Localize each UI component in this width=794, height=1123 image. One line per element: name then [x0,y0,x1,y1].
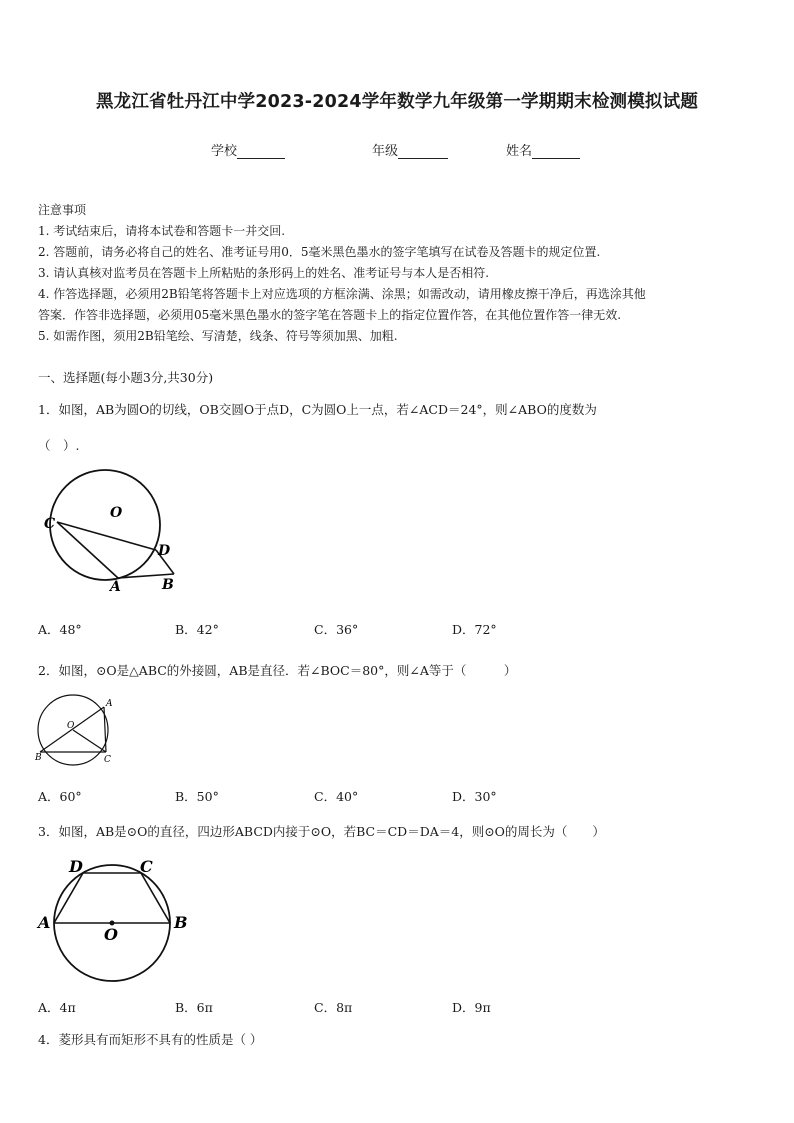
question-2-text: 2．如图，⊙O是△ABC的外接圆，AB是直径．若∠BOC＝80°，则∠A等于（ ） [38,663,517,678]
fig3-label: B [174,913,188,932]
q3-option-a[interactable]: A．4π [38,1000,76,1015]
q2-option-b[interactable]: B．50° [175,789,219,804]
q2-option-d[interactable]: D．30° [452,789,497,804]
page-title: 黑龙江省牡丹江中学2023-2024学年数学九年级第一学期期末检测模拟试题 [95,92,699,112]
fig3-label: C [140,857,153,876]
school-blank[interactable] [237,144,285,159]
fig1-label: D [158,543,171,559]
name-label: 姓名 [506,144,533,159]
note-item: 1. 考试结束后，请将本试卷和答题卡一并交回. [38,224,286,238]
notes-heading: 注意事项 [38,203,87,217]
question-1-text: 1．如图，AB为圆O的切线，OB交圆O于点D，C为圆O上一点，若∠ACD＝24°，则∠ABO的度数为 [38,402,597,417]
q2-option-c[interactable]: C．40° [314,789,359,804]
note-item: 答案．作答非选择题，必须用05毫米黑色墨水的签字笔在答题卡上的指定位置作答，在其他位置作答一律无效. [38,308,622,322]
school-field [211,140,285,159]
q3-option-d[interactable]: D．9π [452,1000,491,1015]
grade-field [372,140,448,159]
school-label: 学校 [211,144,238,159]
fig3-label: A [38,913,51,932]
fig3-label: D [69,857,83,876]
fig2-label: B [35,753,42,763]
question-2-figure [34,692,124,772]
fig1-label: O [110,505,123,521]
question-1-text-cont: （ ）. [38,438,80,453]
name-blank[interactable] [532,144,580,159]
question-4-text: 4．菱形具有而矩形不具有的性质是（ ） [38,1032,263,1047]
fig2-label: C [104,755,111,765]
q1-option-d[interactable]: D．72° [452,622,497,637]
fig3-label: O [104,925,118,944]
fig1-label: C [44,516,56,532]
fig1-label: A [110,579,121,595]
fig2-label: A [106,699,113,709]
name-field [506,140,580,159]
grade-label: 年级 [372,144,399,159]
fig2-label: O [67,721,75,731]
grade-blank[interactable] [398,144,448,159]
q3-option-c[interactable]: C．8π [314,1000,353,1015]
q3-option-b[interactable]: B．6π [175,1000,213,1015]
note-item: 4. 作答选择题，必须用2B铅笔将答题卡上对应选项的方框涂满、涂黑；如需改动，请用橡皮擦干净后，再选涂其他 [38,287,646,301]
note-item: 2. 答题前，请务必将自己的姓名、准考证号用0．5毫米黑色墨水的签字笔填写在试卷及答题卡的规定位置. [38,245,601,259]
note-item: 5. 如需作图，须用2B铅笔绘、写清楚，线条、符号等须加黑、加粗. [38,329,398,343]
q2-option-a[interactable]: A．60° [38,789,82,804]
q1-option-a[interactable]: A．48° [38,622,82,637]
question-3-figure [36,852,192,982]
fig1-label: B [162,577,174,593]
q1-option-b[interactable]: B．42° [175,622,219,637]
note-item: 3. 请认真核对监考员在答题卡上所粘贴的条形码上的姓名、准考证号与本人是否相符. [38,266,490,280]
q1-option-c[interactable]: C．36° [314,622,359,637]
question-3-text: 3．如图，AB是⊙O的直径，四边形ABCD内接于⊙O，若BC＝CD＝DA＝4，则⊙O的周长为（ ） [38,824,605,839]
section-heading: 一、选择题(每小题3分,共30分) [38,370,214,385]
question-1-figure [38,462,188,596]
